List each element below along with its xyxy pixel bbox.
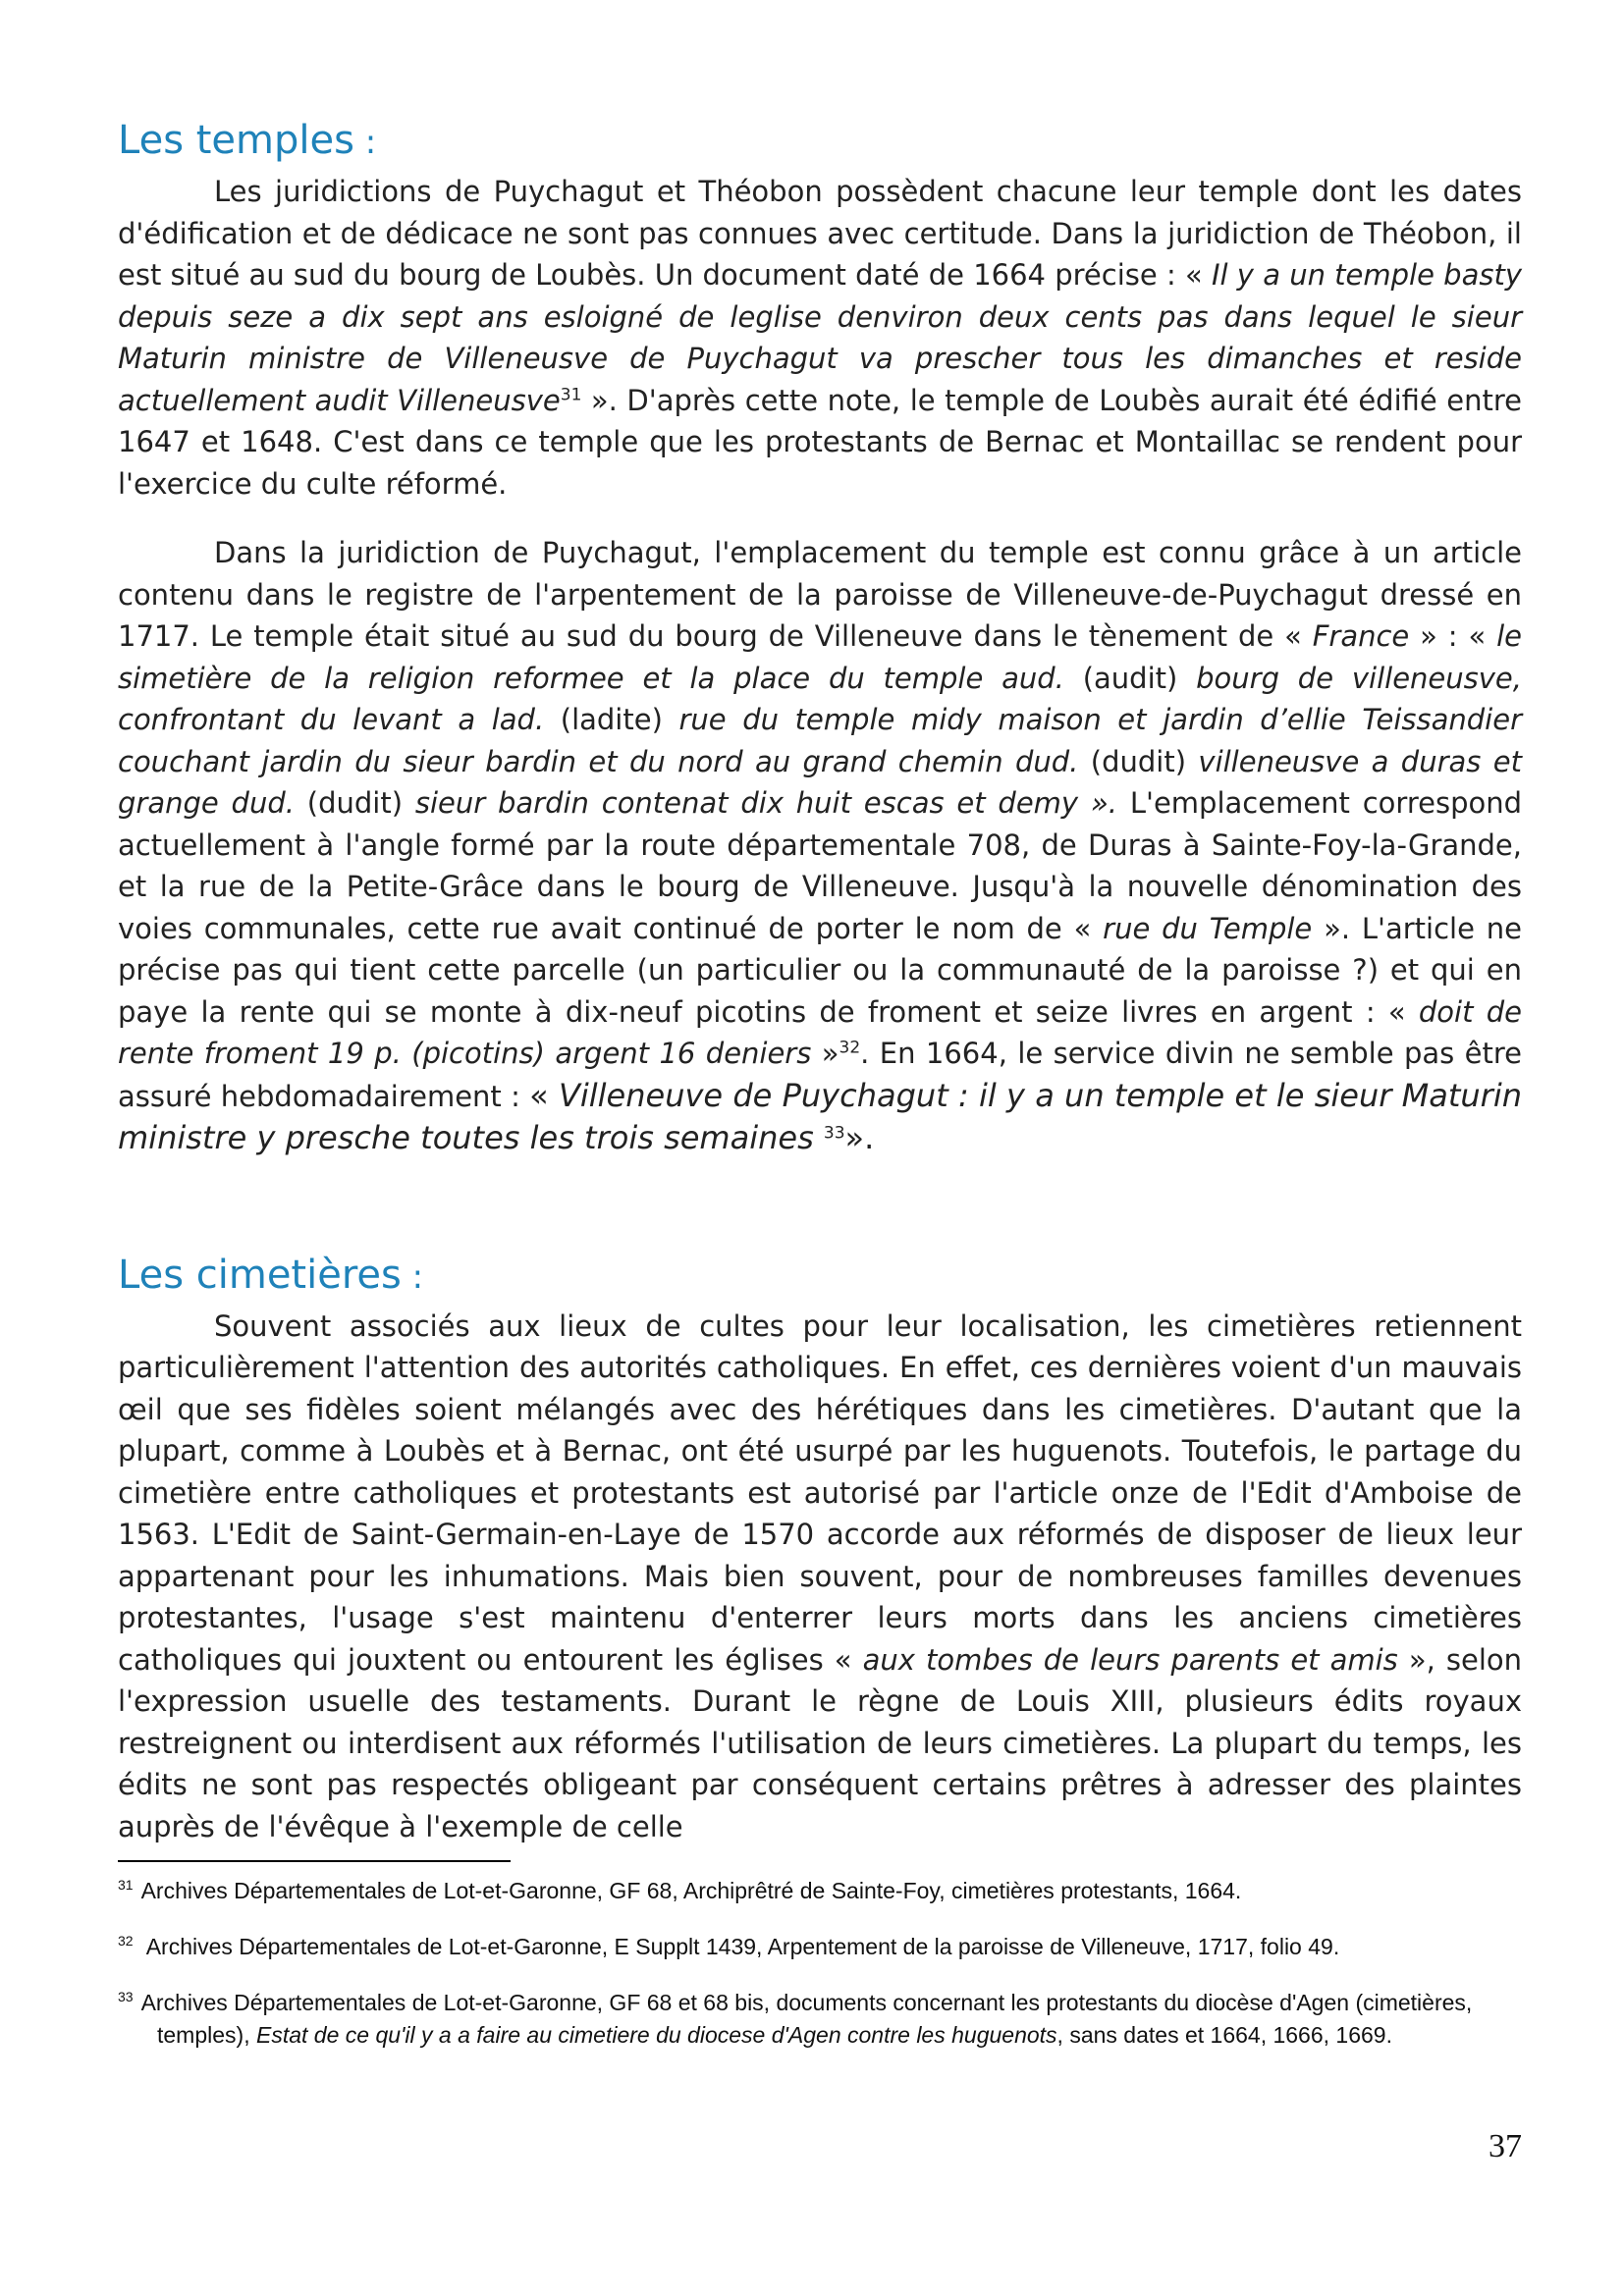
footnote [118, 1987, 1522, 2052]
document-page [118, 116, 1522, 1847]
text-run: (dudit) [294, 786, 415, 820]
section-heading-cimetieres [118, 1251, 1522, 1302]
quoted-text: aux tombes de leurs parents et amis [862, 1642, 1398, 1677]
quoted-text: rue du Temple [1103, 911, 1313, 945]
text-run: Archives Départementales de Lot-et-Garonne, E Supplt 1439, Arpentement de la paroisse de Villeneuve, 1717, folio 49. [140, 1934, 1340, 1959]
text-run: ». [844, 1119, 875, 1156]
text-run: » [811, 1037, 839, 1070]
text-run: Dans la juridiction de Puychagut, l'emplacement du temple est connu grâce à un article contenu dans le registre de l'arpentement de la paroisse de Villeneuve-de-Puychagut dressé en 1717. Le temple était situé au sud du bourg de Villeneuve dans le tènement de « [118, 536, 1522, 653]
heading-colon: : [401, 1256, 424, 1297]
footnote-number: 32 [118, 1933, 134, 1949]
text-run: « [529, 1076, 559, 1114]
quoted-text: bourg de villeneusve, confrontant du levant a lad. [118, 661, 1522, 736]
footnote-ref: 32 [839, 1038, 861, 1058]
text-run: Les juridictions de Puychagut et Théobon possèdent chacune leur temple dont les dates d'édification et de dédicace ne sont pas connues avec certitude. Dans la juridiction de Théobon, il est situé au sud du bourg de Loubès. Un document daté de 1664 précise : « [118, 175, 1522, 292]
quoted-text: le simetière de la religion reformee et la place du temple aud. [118, 619, 1522, 695]
quoted-text: villeneusve a duras et grange dud. [118, 744, 1522, 820]
text-run: L'emplacement correspond actuellement à l'angle formé par la route départementale 708, de Duras à Sainte-Foy-la-Grande, et la rue de la Petite-Grâce dans le bourg de Villeneuve. Jusqu'à la nouvelle dénomination des voies communales, cette rue avait continué de porter le nom de « [118, 786, 1523, 945]
quoted-text: France [1312, 619, 1410, 653]
paragraph [118, 171, 1522, 505]
footnote-number: 31 [118, 1877, 134, 1894]
text-run: , sans dates et 1664, 1666, 1669. [1056, 2022, 1392, 2048]
heading-text: Les cimetières [118, 1252, 402, 1298]
footnote [118, 1931, 1522, 1963]
text-run: (audit) [1063, 661, 1197, 695]
footnote-ref: 31 [560, 384, 582, 404]
text-run: . En 1664, le service divin ne semble pas être assuré hebdomadairement : [118, 1037, 1522, 1113]
quoted-text: doit de rente froment 19 p. (picotins) argent 16 deniers [118, 994, 1522, 1070]
text-run: (ladite) [544, 703, 679, 736]
quoted-text: Il y a un temple basty depuis seze a dix sept ans esloigné de leglise denviron deux cents pas dans lequel le sieur Maturin ministre de Villeneusve de Puychagut va prescher tous les dimanches et reside actuellement audit Villeneusve [118, 258, 1523, 417]
footnote-separator [118, 1860, 511, 1862]
quoted-text: rue du temple midy maison et jardin d’ellie Teissandier couchant jardin du sieur bardin et du nord au grand chemin dud. [118, 703, 1522, 778]
section-heading-temples [118, 116, 1522, 167]
text-run [814, 1119, 824, 1156]
footnote-ref: 33 [823, 1123, 845, 1144]
quoted-text: Estat de ce qu'il y a a faire au cimetiere du diocese d'Agen contre les huguenots [255, 2022, 1057, 2048]
paragraph [118, 532, 1522, 1160]
heading-colon: : [353, 123, 377, 162]
page-number: 37 [1489, 2128, 1522, 2164]
footnote [118, 1875, 1522, 1907]
quoted-text: Villeneuve de Puychagut : il y a un temple et le sieur Maturin ministre y presche toutes les trois semaines [118, 1076, 1523, 1156]
footnote-number: 33 [118, 1989, 134, 2005]
paragraph [118, 1306, 1522, 1848]
text-run: » : « [1409, 619, 1497, 653]
heading-text: Les temples [118, 118, 354, 163]
footnotes [118, 1875, 1522, 2075]
text-run: (dudit) [1078, 744, 1199, 778]
text-run: », selon l'expression usuelle des testaments. Durant le règne de Louis XIII, plusieurs édits royaux restreignent ou interdisent aux réformés l'utilisation de leurs cimetières. La plupart du temps, les édits ne sont pas respectés obligeant par conséquent certains prêtres à adresser des plaintes auprès de l'évêque à l'exemple de celle [118, 1642, 1522, 1843]
text-run: Archives Départementales de Lot-et-Garonne, GF 68, Archiprêtré de Sainte-Foy, cimetières protestants, 1664. [140, 1878, 1242, 1903]
text-run: ». L'article ne précise pas qui tient cette parcelle (un particulier ou la communauté de la paroisse ?) et qui en paye la rente qui se monte à dix-neuf picotins de froment et seize livres en argent : « [118, 911, 1522, 1029]
quoted-text: sieur bardin contenat dix huit escas et demy ». [414, 786, 1118, 820]
text-run: Souvent associés aux lieux de cultes pour leur localisation, les cimetières retiennent particulièrement l'attention des autorités catholiques. En effet, ces dernières voient d'un mauvais œil que ses fidèles soient mélangés avec des hérétiques dans les cimetières. D'autant que la plupart, comme à Loubès et à Bernac, ont été usurpé par les huguenots. Toutefois, le partage du cimetière entre catholiques et protestants est autorisé par l'article onze de l'Edit d'Amboise de 1563. L'Edit de Saint-Germain-en-Laye de 1570 accorde aux réformés de disposer de lieux leur appartenant pour les inhumations. Mais bien souvent, pour de nombreuses familles devenues protestantes, l'usage s'est maintenu d'enterrer leurs morts dans les anciens cimetières catholiques qui jouxtent ou entourent les églises « [118, 1308, 1522, 1677]
text-run: Archives Départementales de Lot-et-Garonne, GF 68 et 68 bis, documents concernant les protestants du diocèse d'Agen (cimetières, temples), [140, 1990, 1473, 2048]
text-run: ». D'après cette note, le temple de Loubès aurait été édifié entre 1647 et 1648. C'est dans ce temple que les protestants de Bernac et Montaillac se rendent pour l'exercice du culte réformé. [118, 383, 1522, 501]
